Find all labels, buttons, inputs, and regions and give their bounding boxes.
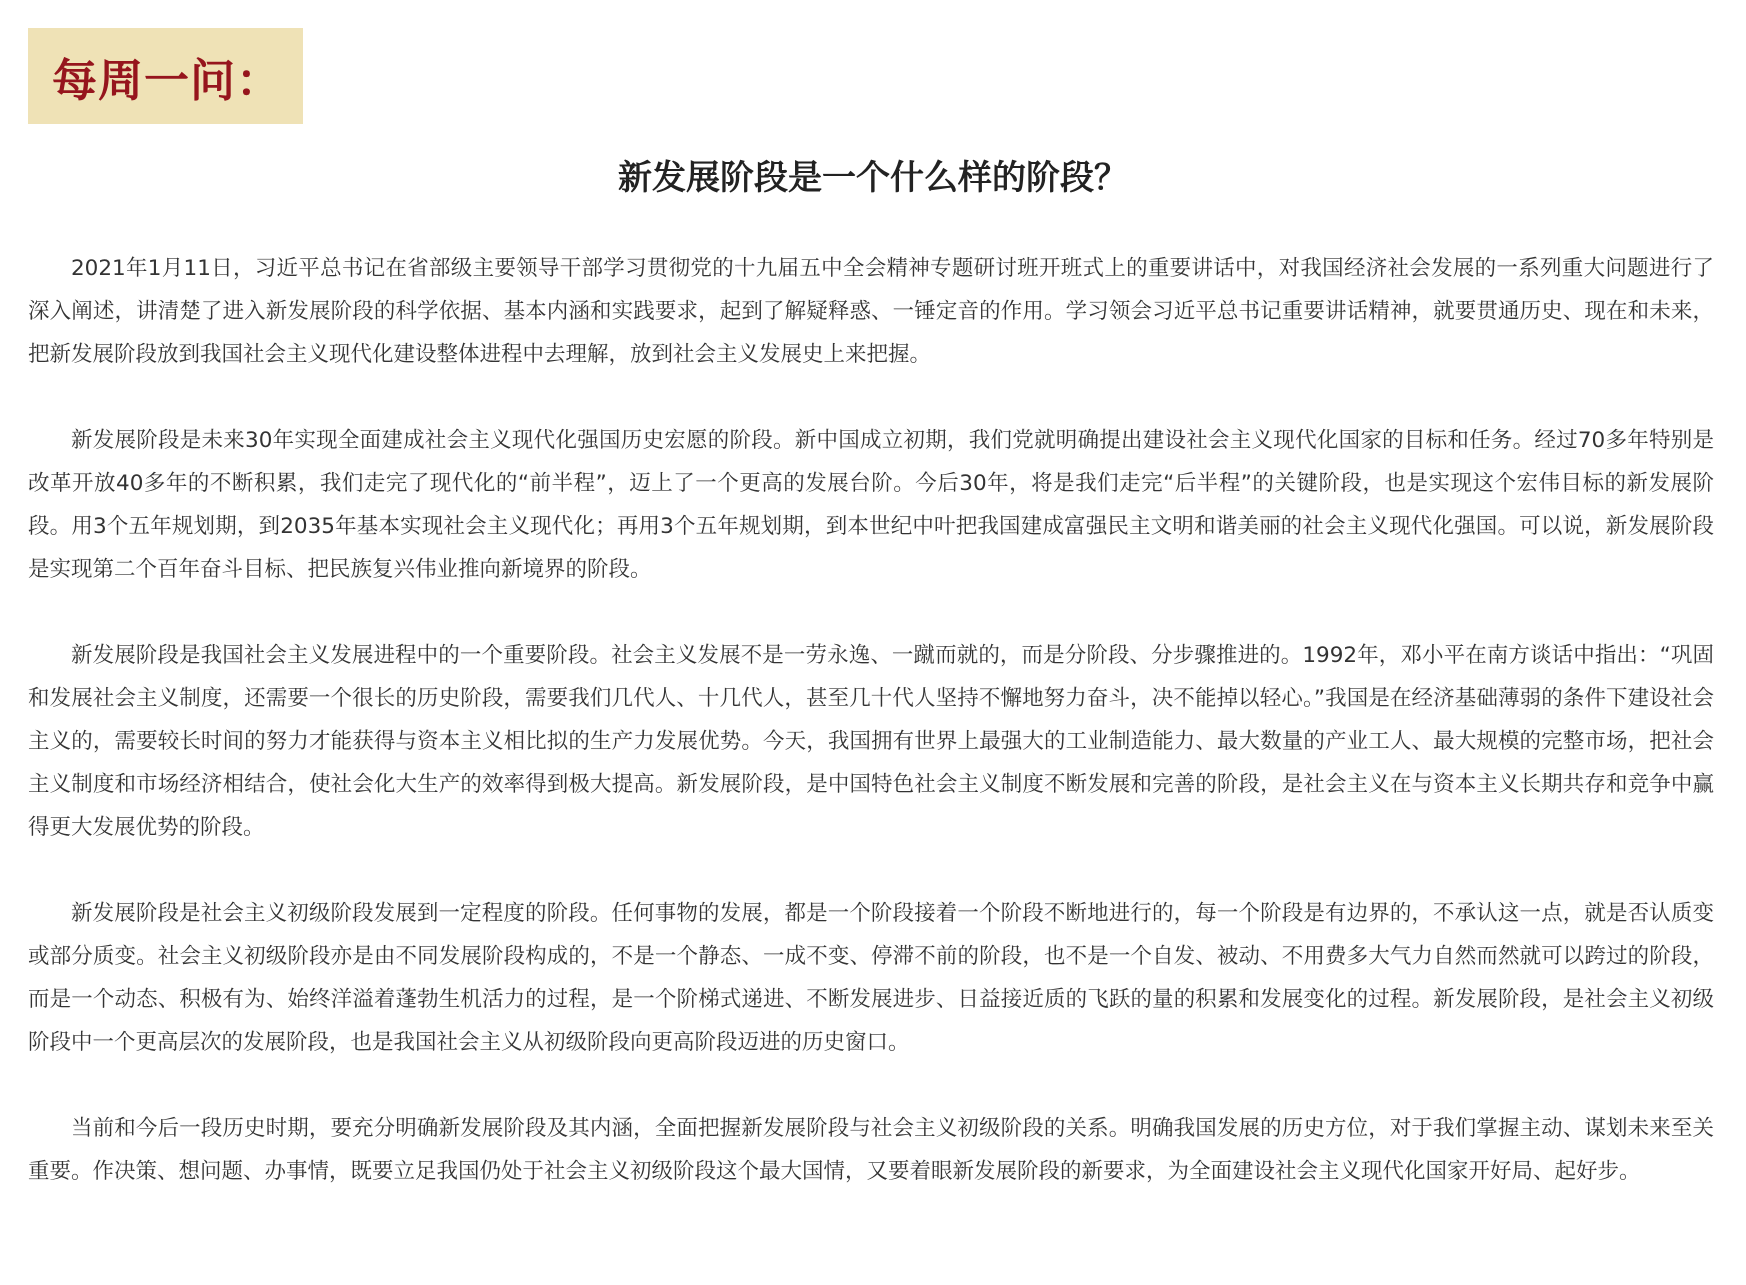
article-paragraph-1: 2021年1月11日，习近平总书记在省部级主要领导干部学习贯彻党的十九届五中全会精神专题研讨班开班式上的重要讲话中，对我国经济社会发展的一系列重大问题进行了深入阐述，讲清楚了进入新发展阶段的科学依据、基本内涵和实践要求，起到了解疑释惑、一锤定音的作用。学习领会习近平总书记重要讲话精神，就要贯通历史、现在和未来，把新发展阶段放到我国社会主义现代化建设整体进程中去理解，放到社会主义发展史上来把握。: [28, 256, 1714, 367]
article-paragraph-5: 当前和今后一段历史时期，要充分明确新发展阶段及其内涵，全面把握新发展阶段与社会主义初级阶段的关系。明确我国发展的历史方位，对于我们掌握主动、谋划未来至关重要。作决策、想问题、办事情，既要立足我国仍处于社会主义初级阶段这个最大国情，又要着眼新发展阶段的新要求，为全面建设社会主义现代化国家开好局、起好步。: [28, 1116, 1714, 1184]
article-paragraph-3: 新发展阶段是我国社会主义发展进程中的一个重要阶段。社会主义发展不是一劳永逸、一蹴而就的，而是分阶段、分步骤推进的。1992年，邓小平在南方谈话中指出：“巩固和发展社会主义制度，还需要一个很长的历史阶段，需要我们几代人、十几代人，甚至几十代人坚持不懈地努力奋斗，决不能掉以轻心。”我国是在经济基础薄弱的条件下建设社会主义的，需要较长时间的努力才能获得与资本主义相比拟的生产力发展优势。今天，我国拥有世界上最强大的工业制造能力、最大数量的产业工人、最大规模的完整市场，把社会主义制度和市场经济相结合，使社会化大生产的效率得到极大提高。新发展阶段，是中国特色社会主义制度不断发展和完善的阶段，是社会主义在与资本主义长期共存和竞争中赢得更大发展优势的阶段。: [28, 643, 1714, 840]
article-paragraph-4: 新发展阶段是社会主义初级阶段发展到一定程度的阶段。任何事物的发展，都是一个阶段接着一个阶段不断地进行的，每一个阶段是有边界的，不承认这一点，就是否认质变或部分质变。社会主义初级阶段亦是由不同发展阶段构成的，不是一个静态、一成不变、停滞不前的阶段，也不是一个自发、被动、不用费多大气力自然而然就可以跨过的阶段，而是一个动态、积极有为、始终洋溢着蓬勃生机活力的过程，是一个阶梯式递进、不断发展进步、日益接近质的飞跃的量的积累和发展变化的过程。新发展阶段，是社会主义初级阶段中一个更高层次的发展阶段，也是我国社会主义从初级阶段向更高阶段迈进的历史窗口。: [28, 901, 1714, 1055]
article-paragraph-2: 新发展阶段是未来30年实现全面建成社会主义现代化强国历史宏愿的阶段。新中国成立初期，我们党就明确提出建设社会主义现代化国家的目标和任务。经过70多年特别是改革开放40多年的不断积累，我们走完了现代化的“前半程”，迈上了一个更高的发展台阶。今后30年，将是我们走完“后半程”的关键阶段，也是实现这个宏伟目标的新发展阶段。用3个五年规划期，到2035年基本实现社会主义现代化；再用3个五年规划期，到本世纪中叶把我国建成富强民主文明和谐美丽的社会主义现代化强国。可以说，新发展阶段是实现第二个百年奋斗目标、把民族复兴伟业推向新境界的阶段。: [28, 428, 1714, 582]
weekly-question-label: 每周一问：: [52, 53, 283, 107]
article-title: 新发展阶段是一个什么样的阶段？: [618, 158, 1128, 198]
article-body: [28, 247, 1714, 1236]
weekly-question-banner: [28, 28, 303, 124]
